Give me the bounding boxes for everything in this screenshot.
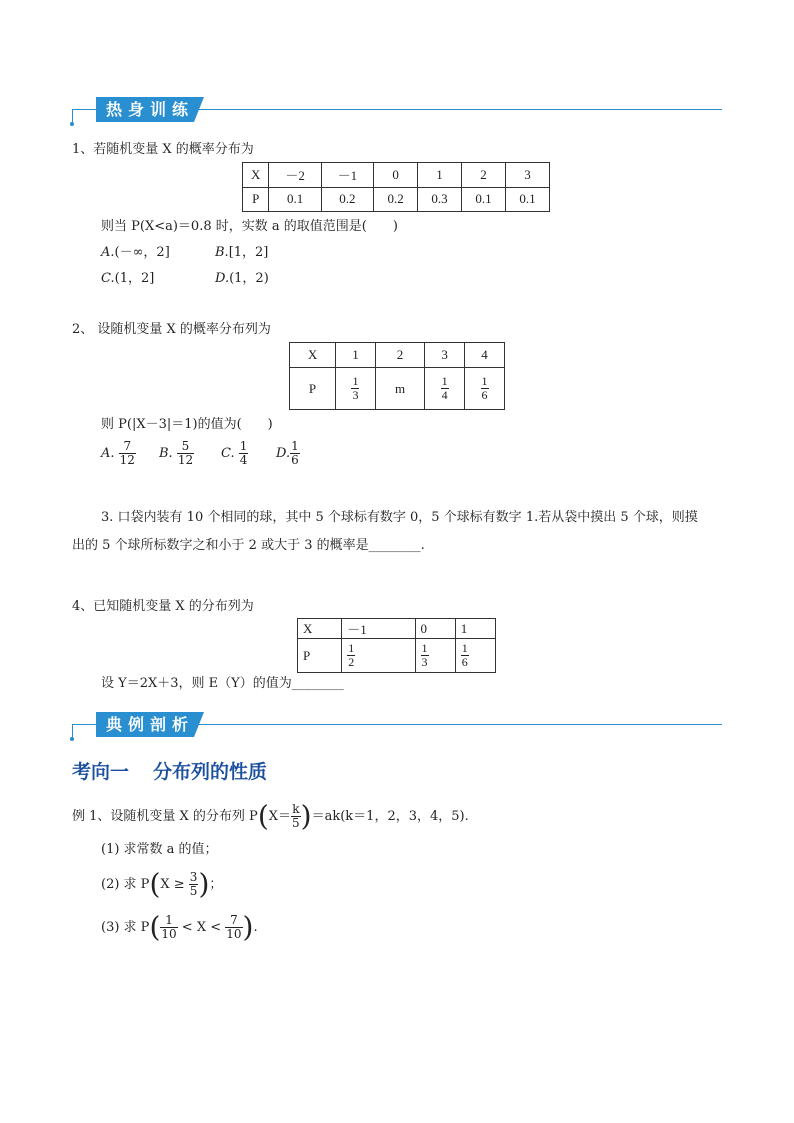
topic-title: 分布列的性质 — [153, 761, 268, 783]
numerator: k — [292, 802, 300, 816]
fraction — [441, 375, 449, 402]
numerator: 1 — [421, 641, 428, 655]
table-cell: 0.3 — [418, 187, 462, 212]
q1-question: 则当 P(X<a)＝0.8 时，实数 a 的取值范围是( ) — [101, 219, 398, 234]
option-letter: D. — [215, 271, 230, 286]
denominator: 5 — [189, 884, 198, 898]
numerator: 1 — [461, 641, 468, 655]
denominator: 4 — [441, 388, 448, 402]
q1-option-a[interactable] — [101, 244, 170, 262]
numerator: 1 — [441, 374, 448, 388]
table-row — [243, 163, 550, 188]
topic-heading — [72, 757, 267, 784]
fraction — [461, 642, 469, 669]
sub3-mid: < X < — [181, 920, 222, 935]
q1-stem: 1、若随机变量 X 的概率分布为 — [72, 142, 254, 157]
fraction — [351, 375, 359, 402]
option-text: (1，2) — [229, 271, 269, 286]
q4-distribution-table — [297, 618, 496, 673]
fraction — [291, 803, 301, 830]
section-title: 热身训练 — [105, 100, 194, 119]
table-cell: 2 — [462, 163, 506, 188]
fraction — [421, 642, 429, 669]
denominator: 6 — [461, 655, 468, 669]
option-text: (－∞，2] — [114, 245, 170, 260]
denominator: 12 — [119, 453, 135, 467]
denominator: 10 — [226, 927, 242, 941]
sub2-inner: X ≥ — [160, 877, 185, 892]
q2-stem: 2、 设随机变量 X 的概率分布列为 — [72, 322, 271, 337]
paren-close: ) — [198, 867, 210, 901]
denominator: 10 — [161, 927, 177, 941]
denominator: 2 — [348, 655, 355, 669]
ex1-prefix: 例 1、设随机变量 X 的分布列 P — [72, 809, 258, 824]
fraction — [177, 440, 194, 467]
numerator: 1 — [239, 439, 248, 453]
table-cell: 0.2 — [321, 187, 373, 212]
table-cell: 3 — [425, 343, 465, 368]
table-cell: －1 — [321, 163, 373, 188]
numerator: 5 — [177, 440, 194, 454]
denominator: 4 — [239, 453, 248, 467]
fraction — [239, 440, 249, 467]
fraction — [481, 375, 489, 402]
fraction — [347, 642, 355, 669]
table-cell — [336, 368, 376, 410]
table-cell: 4 — [465, 343, 505, 368]
ex1-sub3 — [101, 909, 258, 947]
ex1-suffix: ＝ak(k＝1，2，3，4，5). — [311, 809, 469, 824]
table-cell: 3 — [505, 163, 549, 188]
table-cell: 2 — [375, 343, 424, 368]
q1-option-b[interactable] — [215, 244, 268, 262]
table-cell: m — [375, 368, 424, 410]
table-cell: 0.1 — [505, 187, 549, 212]
ex1-sub1: (1) 求常数 a 的值； — [101, 842, 218, 857]
table-cell: －1 — [342, 619, 415, 639]
numerator: 7 — [119, 440, 136, 454]
denominator: 6 — [291, 453, 299, 467]
denominator: 3 — [421, 655, 428, 669]
table-cell: 0 — [415, 619, 455, 639]
option-letter: A. — [101, 446, 115, 461]
sub2-suffix: ； — [209, 877, 223, 892]
banner-dot — [70, 737, 74, 741]
denominator: 3 — [352, 388, 359, 402]
q2-distribution-table — [289, 342, 505, 410]
table-cell: X — [290, 343, 336, 368]
option-letter: A. — [101, 245, 115, 260]
q1-option-c[interactable] — [101, 270, 154, 288]
table-cell — [425, 368, 465, 410]
q1-distribution-table — [242, 162, 550, 212]
sub2-prefix: (2) 求 P — [101, 877, 150, 892]
table-cell: P — [290, 368, 336, 410]
table-cell: 0.2 — [374, 187, 418, 212]
table-cell: X — [243, 163, 269, 188]
ex1-x-eq: X＝ — [268, 809, 292, 824]
numerator: 1 — [348, 641, 355, 655]
fraction — [189, 871, 199, 898]
section-title: 典例剖析 — [105, 715, 194, 734]
denominator: 5 — [292, 816, 300, 830]
table-cell: 0.1 — [269, 187, 321, 212]
table-cell: 1 — [418, 163, 462, 188]
q2-options — [101, 440, 421, 476]
section-banner-warmup — [72, 97, 722, 131]
denominator: 12 — [177, 453, 194, 467]
table-cell: P — [298, 639, 342, 673]
q2-option-c[interactable] — [221, 440, 248, 467]
option-letter: B. — [215, 245, 229, 260]
paren-open: ( — [149, 910, 161, 944]
fraction — [290, 440, 300, 467]
paren-open: ( — [149, 867, 161, 901]
option-letter: C. — [221, 446, 235, 461]
option-letter: B. — [159, 446, 173, 461]
table-cell: 1 — [455, 619, 495, 639]
q2-option-b[interactable] — [159, 440, 194, 467]
fraction — [160, 914, 177, 941]
table-cell: 0 — [374, 163, 418, 188]
q2-question: 则 P(|X－3|＝1)的值为( ) — [101, 417, 273, 432]
q3-line2: 出的 5 个球所标数字之和小于 2 或大于 3 的概率是________. — [72, 538, 425, 553]
paren-open: ( — [257, 799, 269, 833]
q2-option-d[interactable] — [276, 440, 300, 467]
q4-stem: 4、已知随机变量 X 的分布列为 — [72, 599, 254, 614]
q2-option-a[interactable] — [101, 440, 136, 467]
numerator: 1 — [352, 374, 359, 388]
paren-close: ) — [242, 910, 254, 944]
numerator: 7 — [225, 914, 242, 928]
table-cell — [465, 368, 505, 410]
q1-option-d[interactable] — [215, 270, 269, 288]
fraction — [119, 440, 136, 467]
paren-close: ) — [300, 799, 312, 833]
numerator: 1 — [160, 914, 177, 928]
ex1-stem — [72, 798, 469, 836]
table-cell: P — [243, 187, 269, 212]
option-text: (1，2] — [114, 271, 155, 286]
table-row — [243, 187, 550, 212]
sub3-suffix: . — [253, 920, 258, 935]
numerator: 3 — [189, 870, 198, 884]
table-cell: －2 — [269, 163, 321, 188]
sub3-prefix: (3) 求 P — [101, 920, 150, 935]
option-letter: C. — [101, 271, 115, 286]
table-cell: 1 — [336, 343, 376, 368]
section-banner-examples — [72, 712, 722, 746]
ex1-sub2 — [101, 866, 222, 904]
option-text: [1，2] — [228, 245, 269, 260]
q4-question: 设 Y＝2X＋3，则 E（Y）的值为________ — [101, 676, 344, 691]
table-cell: X — [298, 619, 342, 639]
topic-label: 考向一 — [72, 761, 130, 783]
denominator: 6 — [481, 388, 488, 402]
numerator: 1 — [481, 374, 488, 388]
numerator: 1 — [291, 439, 299, 453]
fraction — [225, 914, 242, 941]
table-cell — [415, 639, 455, 673]
table-cell — [455, 639, 495, 673]
option-letter: D. — [276, 446, 291, 461]
table-cell — [342, 639, 415, 673]
banner-dot — [70, 122, 74, 126]
table-cell: 0.1 — [462, 187, 506, 212]
q3-line1: 3. 口袋内装有 10 个相同的球，其中 5 个球标有数字 0，5 个球标有数字 1.若从袋中摸出 5 个球，则摸 — [101, 510, 698, 525]
